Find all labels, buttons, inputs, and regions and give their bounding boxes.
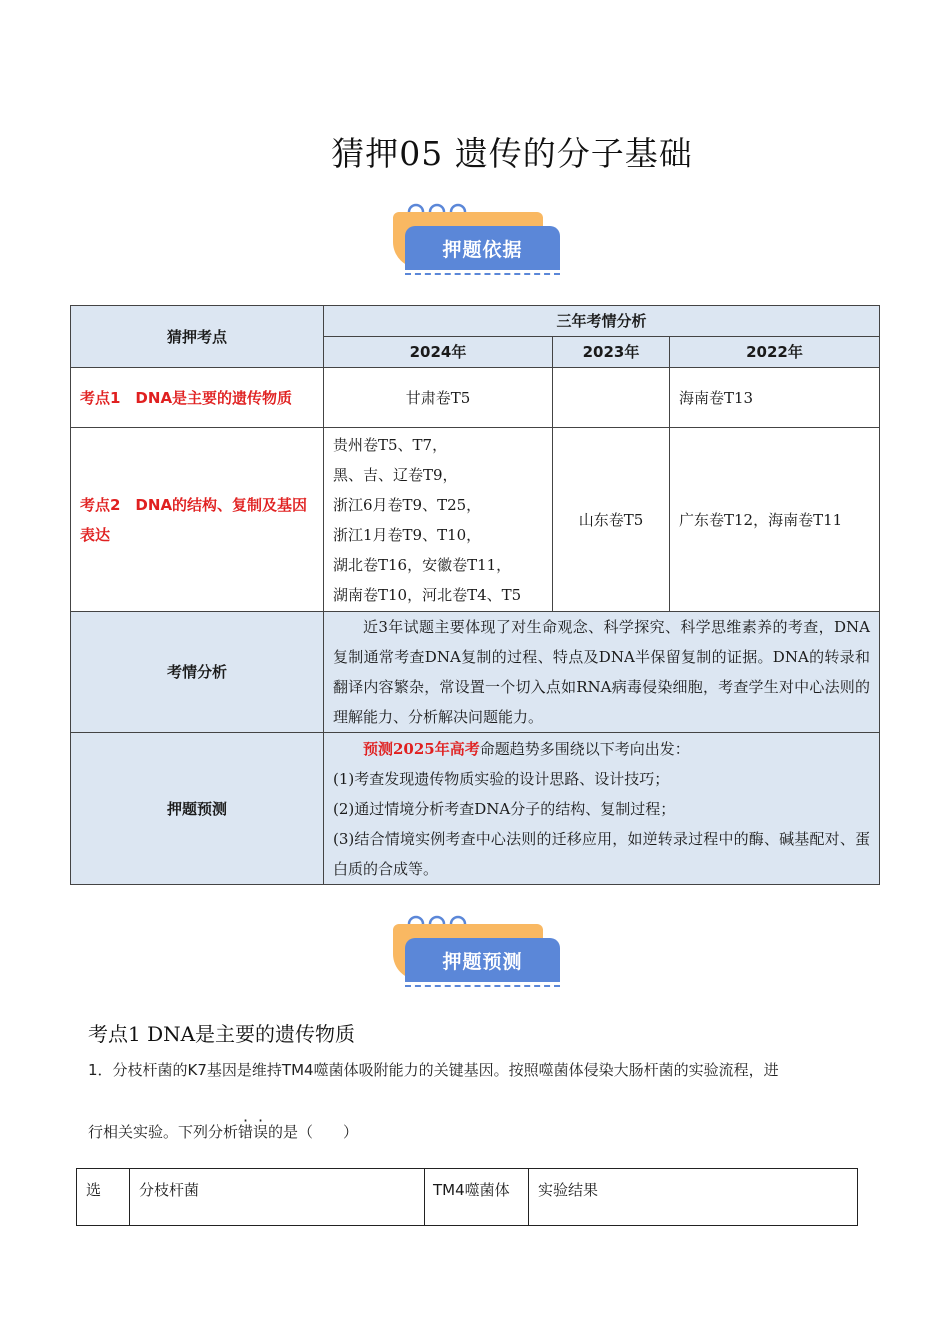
point-1-2023: [553, 368, 670, 428]
year-2022-header: 2022年: [670, 337, 880, 368]
emphasis-char: 误: [253, 1123, 269, 1141]
question-table-header: 分枝杆菌: [130, 1169, 425, 1226]
basis-badge: [393, 200, 563, 280]
year-2023-header: 2023年: [553, 337, 670, 368]
col-point-header: 猜押考点: [71, 306, 324, 368]
point-2-2024: [324, 428, 553, 612]
col-analysis-header: 三年考情分析: [324, 306, 880, 337]
question-text: 的是（ ）: [268, 1123, 359, 1141]
point-1: 考点1 DNA是主要的遗传物质: [71, 368, 324, 428]
point-2-2024-line: 浙江1月卷T9、T10，: [333, 525, 482, 544]
point-2-2024-line: 黑、吉、辽卷T9，: [333, 465, 458, 484]
predict-lead-highlight: 预测2025年高考: [363, 739, 480, 758]
analysis-label: 考情分析: [71, 612, 324, 733]
emphasis-char: 错: [238, 1123, 254, 1141]
question-line-2: [88, 1120, 358, 1144]
predict-item: (2)通过情境分析考查DNA分子的结构、复制过程；: [333, 799, 676, 818]
question-table-header: 选: [77, 1169, 130, 1226]
analysis-table: [70, 305, 880, 885]
year-2024-header: 2024年: [324, 337, 553, 368]
question-table: [76, 1168, 858, 1226]
point-2-2022: 广东卷T12，海南卷T11: [670, 428, 880, 612]
prediction-badge-label: 押题预测: [405, 938, 560, 982]
question-text: 行相关实验。下列分析: [88, 1123, 239, 1141]
predict-lead: 命题趋势多围绕以下考向出发：: [479, 739, 690, 758]
page-title: 猜押05 遗传的分子基础: [331, 134, 693, 173]
point-2-2024-line: 贵州卷T5、T7，: [333, 435, 448, 454]
prediction-badge: [393, 912, 563, 992]
point-1-2024: 甘肃卷T5: [324, 368, 553, 428]
point-2: 考点2 DNA的结构、复制及基因表达: [71, 428, 324, 612]
point-2-2024-line: 湖北卷T16，安徽卷T11，: [333, 555, 512, 574]
predict-label: 押题预测: [71, 733, 324, 885]
point-1-2022: 海南卷T13: [670, 368, 880, 428]
basis-badge-label: 押题依据: [405, 226, 560, 270]
question-table-header: TM4噬菌体: [425, 1169, 529, 1226]
predict-item: (1)考查发现遗传物质实验的设计思路、设计技巧；: [333, 769, 670, 788]
predict-cell: [324, 733, 880, 885]
question-line-1: 1．分枝杆菌的K7基因是维持TM4噬菌体吸附能力的关键基因。按照噬菌体侵染大肠杆菌的实验流程，进: [88, 1061, 779, 1079]
section-title: 考点1 DNA是主要的遗传物质: [88, 1022, 356, 1046]
analysis-text: 近3年试题主要体现了对生命观念、科学探究、科学思维素养的考查，DNA复制通常考查DNA复制的过程、特点及DNA半保留复制的证据。DNA的转录和翻译内容繁杂，常设置一个切入点如RNA病毒侵染细胞，考查学生对中心法则的理解能力、分析解决问题能力。: [324, 612, 880, 733]
point-2-2024-line: 湖南卷T10，河北卷T4、T5: [333, 585, 522, 604]
question-table-header: 实验结果: [529, 1169, 858, 1226]
point-2-2024-line: 浙江6月卷T9、T25，: [333, 495, 482, 514]
point-2-2023: 山东卷T5: [553, 428, 670, 612]
predict-item: (3)结合情境实例考查中心法则的迁移应用，如逆转录过程中的酶、碱基配对、蛋白质的合成等。: [333, 829, 870, 878]
